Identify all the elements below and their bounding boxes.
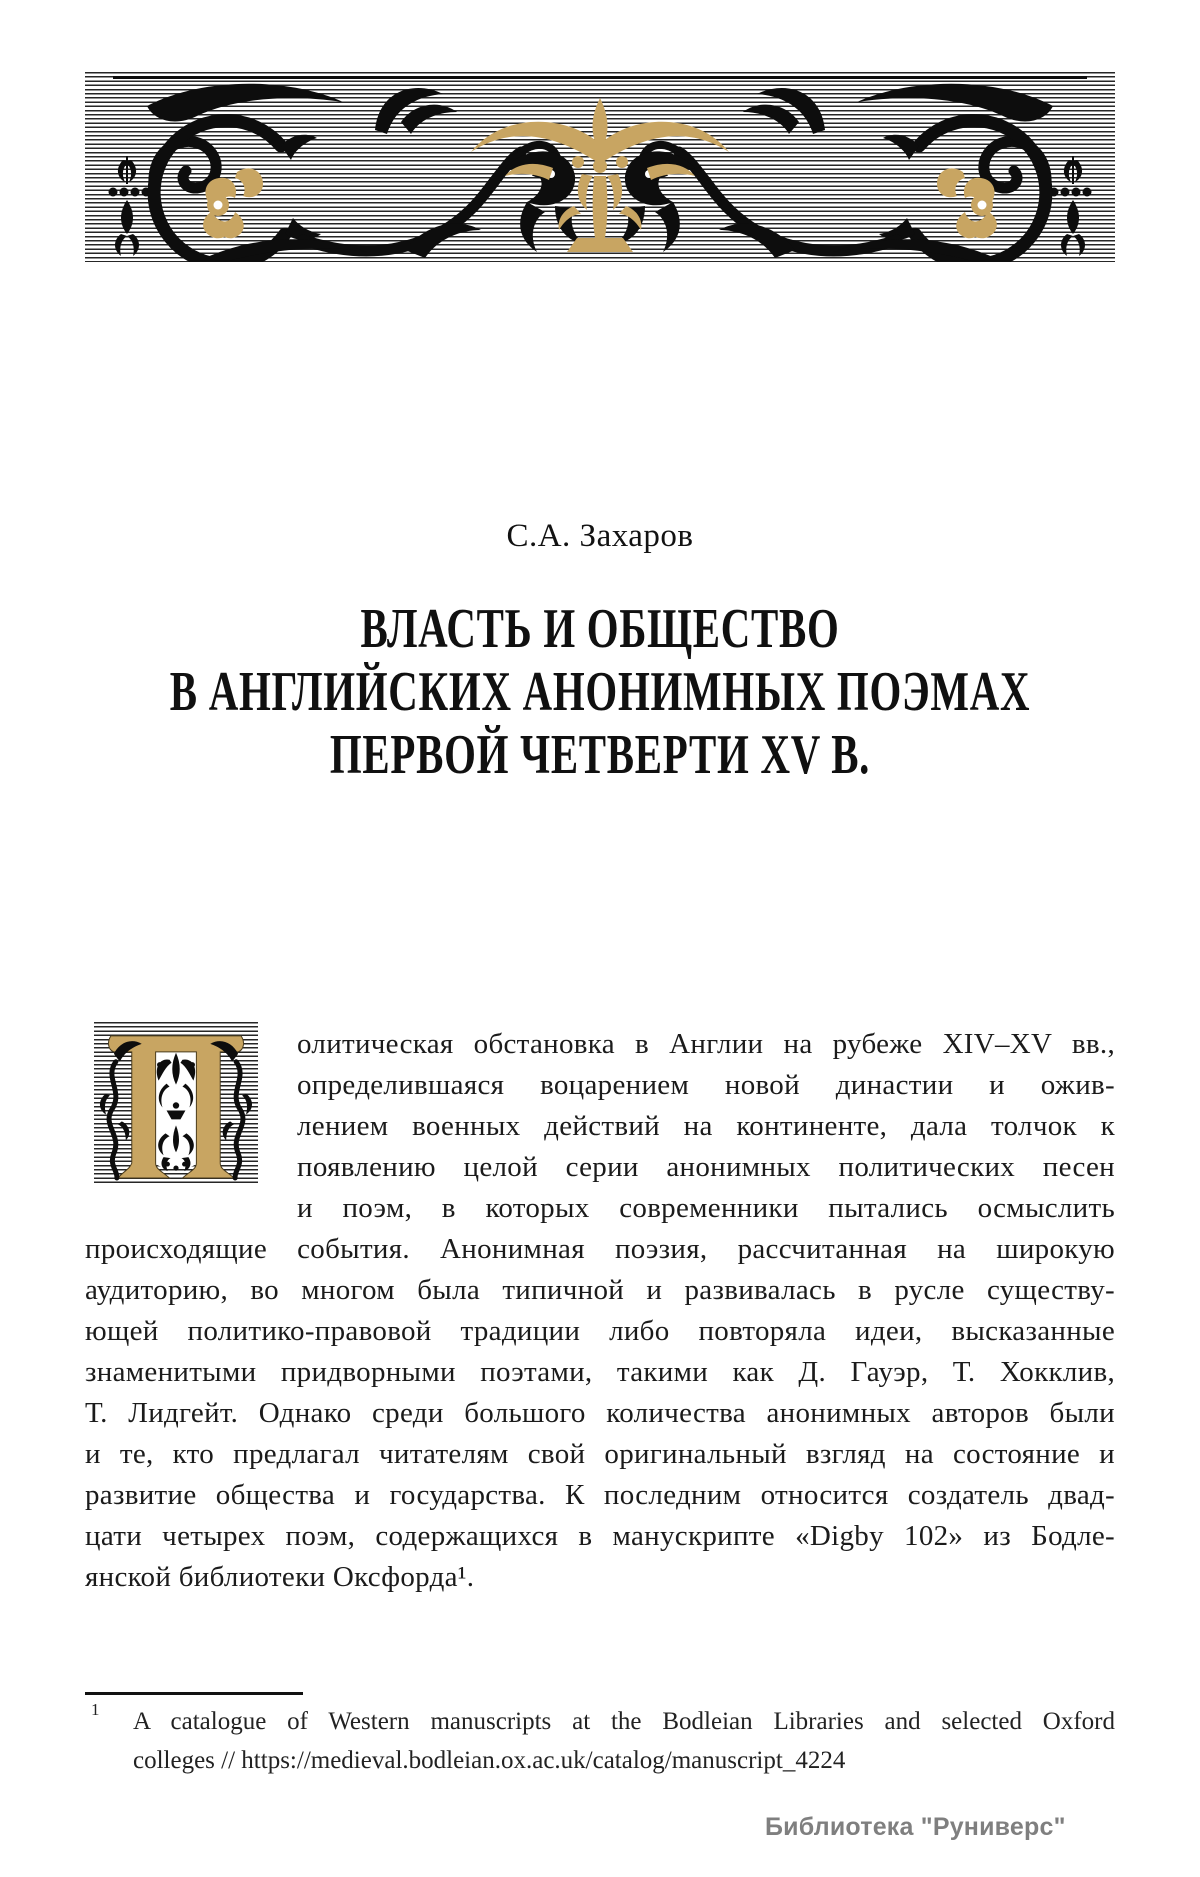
drop-cap-letter-art — [94, 1022, 258, 1186]
body-line: аудиторию, во многом была типичной и развивалась в русле существу- — [85, 1274, 1115, 1306]
body-line: и те, кто предлагал читателям свой оригинальный взгляд на состояние и — [85, 1438, 1115, 1470]
title-line-1: ВЛАСТЬ И ОБЩЕСТВО — [360, 598, 840, 660]
title-line-2: В АНГЛИЙСКИХ АНОНИМНЫХ ПОЭМАХ — [169, 661, 1031, 723]
header-ornament — [85, 72, 1115, 262]
body-line: развитие общества и государства. К последним относится создатель двад- — [85, 1479, 1115, 1511]
footnote-rule — [85, 1692, 303, 1695]
article-title — [0, 598, 1200, 787]
title-line-3: ПЕРВОЙ ЧЕТВЕРТИ XV В. — [329, 724, 871, 786]
article-body — [85, 1024, 1115, 1598]
body-line: появлению целой серии анонимных политических песен — [297, 1151, 1115, 1183]
body-line: олитическая обстановка в Англии на рубеже XIV–XV вв., — [297, 1028, 1115, 1060]
header-ornament-art — [85, 72, 1115, 262]
library-watermark: Библиотека "Руниверс" — [765, 1813, 1066, 1841]
footnote-marker: 1 — [91, 1700, 100, 1719]
body-line: Т. Лидгейт. Однако среди большого количества анонимных авторов были — [85, 1397, 1115, 1429]
body-line-last: янской библиотеки Оксфорда¹. — [85, 1561, 475, 1593]
footnote-line: A catalogue of Western manuscripts at the Bodleian Libraries and selected Oxford — [133, 1708, 1115, 1735]
footnote-line: colleges // https://medieval.bodleian.ox.ac.uk/catalog/manuscript_4224 — [133, 1747, 846, 1774]
drop-cap — [94, 1022, 258, 1186]
body-line: знаменитыми придворными поэтами, такими как Д. Гауэр, Т. Хокклив, — [85, 1356, 1115, 1388]
body-line: лением военных действий на континенте, дала толчок к — [297, 1110, 1115, 1142]
footnote — [85, 1702, 1115, 1780]
body-line: определившаяся воцарением новой династии и ожив- — [297, 1069, 1115, 1101]
body-line: цати четырех поэм, содержащихся в манускрипте «Digby 102» из Бодле- — [85, 1520, 1115, 1552]
body-line: и поэм, в которых современники пытались осмыслить — [297, 1192, 1115, 1224]
body-line: ющей политико-правовой традиции либо повторяла идеи, высказанные — [85, 1315, 1115, 1347]
body-line: происходящие события. Анонимная поэзия, рассчитанная на широкую — [85, 1233, 1115, 1265]
author-name: С.А. Захаров — [506, 518, 694, 554]
